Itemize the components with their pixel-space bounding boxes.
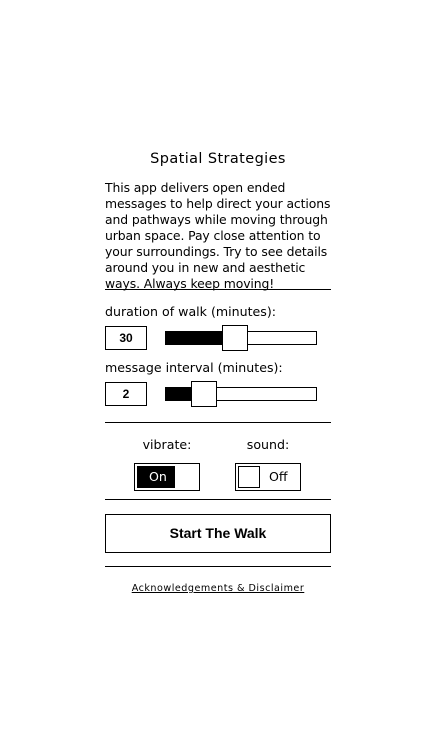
duration-slider[interactable]: [165, 331, 317, 345]
divider: [105, 566, 331, 567]
vibrate-state: On: [149, 469, 167, 484]
divider: [105, 422, 331, 423]
start-walk-button[interactable]: Start The Walk: [105, 514, 331, 553]
sound-label: sound:: [246, 437, 290, 452]
page-title: Spatial Strategies: [150, 151, 286, 167]
duration-slider-thumb[interactable]: [222, 325, 248, 351]
intro-text: This app delivers open ended messages to help direct your actions and pathways while moving through urban space. Pay close attention to your surroundings. Try to see details around you in new and aesthetic ways. Always keep moving!: [105, 180, 331, 291]
sound-toggle[interactable]: [235, 463, 301, 491]
vibrate-label: vibrate:: [142, 437, 192, 452]
interval-label: message interval (minutes):: [105, 360, 283, 375]
vibrate-toggle-knob: [175, 466, 197, 488]
interval-value[interactable]: 2: [105, 382, 147, 406]
duration-value[interactable]: 30: [105, 326, 147, 350]
interval-slider-thumb[interactable]: [191, 381, 217, 407]
sound-toggle-knob: [238, 466, 260, 488]
vibrate-toggle[interactable]: [134, 463, 200, 491]
sound-state: Off: [269, 469, 288, 484]
acknowledgements-link[interactable]: Acknowledgements & Disclaimer: [131, 583, 305, 594]
duration-label: duration of walk (minutes):: [105, 304, 276, 319]
divider: [105, 499, 331, 500]
interval-slider[interactable]: [165, 387, 317, 401]
divider: [105, 289, 331, 290]
